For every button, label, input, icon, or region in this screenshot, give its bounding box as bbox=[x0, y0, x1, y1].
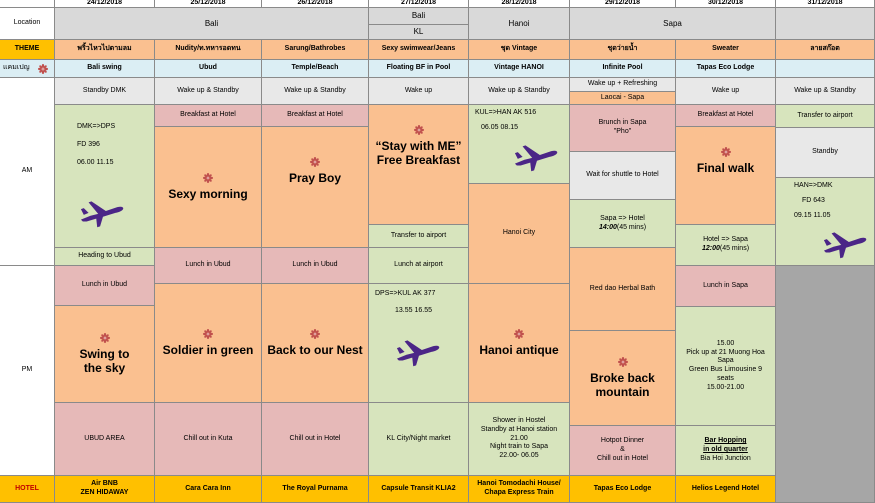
date-header-3: 26/12/2018 bbox=[262, 0, 369, 8]
d3-title: Pray Boy bbox=[288, 171, 342, 185]
d2-title: Sexy morning bbox=[168, 186, 248, 201]
date-header-1: 24/12/2018 bbox=[55, 0, 155, 8]
d1-hotel bbox=[55, 476, 155, 503]
d1-activity bbox=[55, 306, 155, 403]
d6-transfer bbox=[570, 200, 676, 248]
d6-transfer-line1: Sapa => Hotel bbox=[600, 214, 645, 222]
campaign-5: Vintage HANOI bbox=[469, 60, 570, 78]
d2-hotel: Cara Cara Inn bbox=[155, 476, 262, 503]
d5-city: Hanoi City bbox=[469, 184, 570, 284]
d7-transfer-time: 12:00 bbox=[701, 245, 720, 252]
d6-brunch-line2: "Pho" bbox=[613, 128, 632, 135]
d4-flight-time: 13.55 16.55 bbox=[395, 306, 432, 314]
theme-5: ชุด Vintage bbox=[469, 40, 570, 60]
d1-flight bbox=[55, 105, 155, 248]
d1-flight-time: 06.00 11.15 bbox=[77, 158, 114, 166]
location-label: Location bbox=[0, 8, 55, 40]
corner-cell bbox=[0, 0, 55, 8]
d3-activity-2 bbox=[262, 284, 369, 403]
d6-transfer-time: 14:00 bbox=[598, 223, 617, 231]
d5-flight bbox=[469, 105, 570, 184]
plane-icon bbox=[513, 137, 559, 173]
d4-title-line1: “Stay with ME” bbox=[375, 139, 462, 153]
d7-bar-line2: in old quarter bbox=[703, 446, 748, 454]
campaign-1: Bali swing bbox=[55, 60, 155, 78]
d5-hotel-line1: Hanoi Tomodachi House/ bbox=[477, 480, 561, 488]
flower-icon bbox=[514, 329, 524, 339]
d4-transfer: Transfer to airport bbox=[369, 225, 469, 248]
d5-flight-route: KUL=>HAN AK 516 bbox=[475, 109, 537, 116]
d3-activity bbox=[262, 127, 369, 248]
d3-lunch: Lunch in Ubud bbox=[262, 248, 369, 284]
flower-icon bbox=[618, 357, 628, 367]
d5-hotel-line2: Chapa Express Train bbox=[484, 489, 554, 496]
d3-breakfast: Breakfast at Hotel bbox=[262, 105, 369, 127]
d5-flight-time: 06.05 08.15 bbox=[481, 123, 518, 131]
theme-6: ชุดว่ายน้ำ bbox=[570, 40, 676, 60]
flower-icon bbox=[310, 329, 320, 339]
d3-title-2: Back to our Nest bbox=[267, 342, 363, 357]
d7-hotel: Helios Legend Hotel bbox=[676, 476, 776, 503]
flower-icon bbox=[38, 64, 48, 74]
theme-7: Sweater bbox=[676, 40, 776, 60]
d7-pickup-line4: Green Bus Limousine 9 bbox=[688, 366, 763, 373]
d5-night-line3: 21.00 bbox=[510, 434, 528, 442]
d7-bar-line3: Bia Hoi Junction bbox=[700, 454, 751, 462]
period-hotel: HOTEL bbox=[0, 476, 55, 503]
d1-title-line1: Swing to bbox=[79, 346, 130, 361]
theme-8: ลายสก๊อต bbox=[776, 40, 875, 60]
d7-transfer-line1: Hotel => Sapa bbox=[703, 236, 748, 244]
d6-transfer-line2 bbox=[599, 224, 646, 233]
flower-icon bbox=[203, 329, 213, 339]
plane-icon bbox=[822, 224, 868, 260]
theme-2: Nudity/ท.ทหารอดทน bbox=[155, 40, 262, 60]
d2-activity bbox=[155, 127, 262, 248]
d6-activity bbox=[570, 331, 676, 426]
location-sapa: Sapa bbox=[570, 8, 776, 40]
campaign-3: Temple/Beach bbox=[262, 60, 369, 78]
d7-pickup-line6: 15.00-21.00 bbox=[706, 383, 745, 391]
d1-flight-route: DMK=>DPS bbox=[77, 123, 116, 130]
d7-bar bbox=[676, 426, 776, 476]
flower-icon bbox=[721, 147, 731, 157]
campaign-2: Ubud bbox=[155, 60, 262, 78]
d7-breakfast: Breakfast at Hotel bbox=[676, 105, 776, 127]
plane-icon bbox=[79, 193, 125, 229]
d4-title-line2: Free Breakfast bbox=[376, 153, 461, 168]
flower-icon bbox=[203, 173, 213, 183]
d8-flight-number: FD 643 bbox=[802, 196, 825, 204]
d4-activity bbox=[369, 105, 469, 225]
d6-brunch bbox=[570, 105, 676, 152]
d8-flight bbox=[776, 178, 875, 266]
location-hanoi: Hanoi bbox=[469, 8, 570, 40]
d1-heading: Heading to Ubud bbox=[55, 248, 155, 266]
d2-lunch: Lunch in Ubud bbox=[155, 248, 262, 284]
d6-dinner-line3: Chill out in Hotel bbox=[597, 454, 648, 462]
d1-hotel-line1: Air BNB bbox=[91, 480, 118, 488]
d7-activity bbox=[676, 127, 776, 225]
d6-hotel: Tapas Eco Lodge bbox=[570, 476, 676, 503]
date-header-5: 28/12/2018 bbox=[469, 0, 570, 8]
d6-bath: Red dao Herbal Bath bbox=[570, 248, 676, 331]
d1-area: UBUD AREA bbox=[55, 403, 155, 476]
d7-wake: Wake up bbox=[676, 78, 776, 105]
d2-title-2: Soldier in green bbox=[162, 342, 254, 357]
flower-icon bbox=[310, 157, 320, 167]
d2-breakfast: Breakfast at Hotel bbox=[155, 105, 262, 127]
location-bali-2: Bali bbox=[369, 8, 469, 25]
theme-4: Sexy swimwear/Jeans bbox=[369, 40, 469, 60]
d7-pickup-line1: 15.00 bbox=[716, 339, 735, 347]
d5-wake: Wake up & Standby bbox=[469, 78, 570, 105]
theme-1: พริ้วไหวไปตามลม bbox=[55, 40, 155, 60]
d4-wake: Wake up bbox=[369, 78, 469, 105]
d3-hotel: The Royal Purnama bbox=[262, 476, 369, 503]
d1-lunch: Lunch in Ubud bbox=[55, 266, 155, 306]
d1-standby: Standby DMK bbox=[55, 78, 155, 105]
d7-transfer-duration: (45 mins) bbox=[719, 245, 750, 252]
d7-pickup-line2: Pick up at 21 Muong Hoa bbox=[686, 348, 765, 356]
campaign-label-text: แคมเปญ bbox=[3, 64, 30, 72]
d7-lunch: Lunch in Sapa bbox=[676, 266, 776, 307]
d8-flight-time: 09.15 11.05 bbox=[794, 211, 831, 219]
d8-flight-route: HAN=>DMK bbox=[794, 182, 833, 189]
d5-activity bbox=[469, 284, 570, 403]
d5-night bbox=[469, 403, 570, 476]
d5-title: Hanoi antique bbox=[479, 342, 559, 357]
d4-flight bbox=[369, 284, 469, 403]
d3-chill: Chill out in Hotel bbox=[262, 403, 369, 476]
d6-wait: Wait for shuttle to Hotel bbox=[570, 152, 676, 200]
d7-pickup-line3: Sapa bbox=[717, 357, 734, 365]
period-pm: PM bbox=[0, 266, 55, 476]
flower-icon bbox=[414, 125, 424, 135]
d6-brunch-line1: Brunch in Sapa bbox=[598, 119, 647, 127]
campaign-7: Tapas Eco Lodge bbox=[676, 60, 776, 78]
date-header-8: 31/12/2018 bbox=[776, 0, 875, 8]
d6-dinner-line1: Hotpot Dinner bbox=[600, 437, 645, 445]
campaign-4: Floating BF in Pool bbox=[369, 60, 469, 78]
d1-hotel-line2: ZEN HIDAWAY bbox=[80, 489, 129, 496]
d4-lunch: Lunch at airport bbox=[369, 248, 469, 284]
date-header-4: 27/12/2018 bbox=[369, 0, 469, 8]
d7-title: Final walk bbox=[696, 161, 755, 175]
d2-activity-2 bbox=[155, 284, 262, 403]
period-am: AM bbox=[0, 78, 55, 266]
location-empty bbox=[776, 8, 875, 40]
theme-3: Sarung/Bathrobes bbox=[262, 40, 369, 60]
date-header-7: 30/12/2018 bbox=[676, 0, 776, 8]
location-kl: KL bbox=[369, 25, 469, 40]
plane-icon bbox=[395, 332, 441, 368]
date-header-6: 29/12/2018 bbox=[570, 0, 676, 8]
d6-laocai: Laocai - Sapa bbox=[570, 92, 676, 105]
d7-transfer-line2 bbox=[702, 245, 749, 254]
date-header-2: 25/12/2018 bbox=[155, 0, 262, 8]
d7-bar-line1: Bar Hopping bbox=[704, 437, 747, 445]
d8-standby: Standby bbox=[776, 128, 875, 178]
d3-wake: Wake up & Standby bbox=[262, 78, 369, 105]
d2-chill: Chill out in Kuta bbox=[155, 403, 262, 476]
d5-night-line2: Standby at Hanoi station bbox=[480, 425, 558, 433]
d1-flight-number: FD 396 bbox=[77, 140, 100, 148]
d7-pickup-line5: seats bbox=[717, 374, 734, 382]
d6-wake: Wake up + Refreshing bbox=[570, 78, 676, 92]
d5-hotel bbox=[469, 476, 570, 503]
d5-night-line5: 22.00- 06.05 bbox=[499, 452, 539, 460]
d4-hotel: Capsule Transit KLIA2 bbox=[369, 476, 469, 503]
d6-dinner bbox=[570, 426, 676, 476]
d6-title-line2: mountain bbox=[595, 385, 650, 399]
d7-pickup bbox=[676, 307, 776, 426]
theme-label: THEME bbox=[0, 40, 55, 60]
flower-icon bbox=[100, 333, 110, 343]
d6-dinner-line2: & bbox=[620, 446, 625, 454]
d7-transfer bbox=[676, 225, 776, 266]
d6-title-line1: Broke back bbox=[590, 370, 655, 385]
campaign-label bbox=[0, 60, 55, 78]
d8-wake: Wake up & Standby bbox=[776, 78, 875, 105]
d4-city: KL City/Night market bbox=[369, 403, 469, 476]
campaign-8 bbox=[776, 60, 875, 78]
location-bali: Bali bbox=[55, 8, 369, 40]
d5-night-line4: Night train to Sapa bbox=[490, 443, 548, 451]
d5-night-line1: Shower in Hostel bbox=[492, 417, 546, 425]
d8-empty bbox=[776, 266, 875, 503]
d8-transfer: Transfer to airport bbox=[776, 105, 875, 128]
campaign-6: Infinite Pool bbox=[570, 60, 676, 78]
d4-flight-route: DPS=>KUL AK 377 bbox=[375, 290, 436, 297]
d1-title-line2: the sky bbox=[83, 361, 126, 375]
d2-wake: Wake up & Standby bbox=[155, 78, 262, 105]
d6-transfer-duration: (45 mins) bbox=[616, 223, 647, 231]
